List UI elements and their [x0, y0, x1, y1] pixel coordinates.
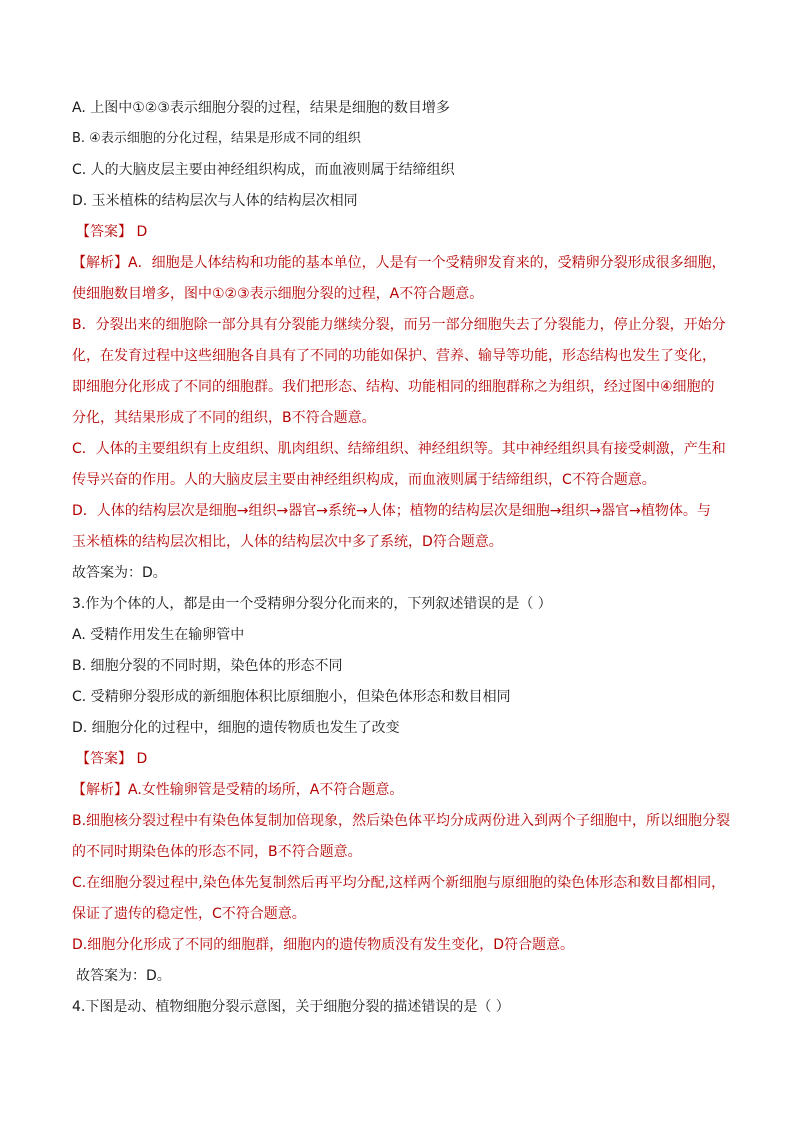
q3-analysis-line-3: 的不同时期染色体的形态不同，B不符合题意。	[72, 844, 362, 860]
q3-conclusion: 故答案为：D。	[76, 968, 171, 984]
q3-option-a: A. 受精作用发生在输卵管中	[72, 627, 245, 643]
q2-option-d: D. 玉米植株的结构层次与人体的结构层次相同	[72, 193, 358, 209]
q3-analysis-text-1: A.女性输卵管是受精的场所，A不符合题意。	[128, 782, 404, 798]
q3-analysis-line-4: C.在细胞分裂过程中,染色体先复制然后再平均分配,这样两个新细胞与原细胞的染色体形态和数目都相同，	[72, 875, 726, 891]
q3-stem: 3.作为个体的人，都是由一个受精卵分裂分化而来的，下列叙述错误的是（ ）	[72, 596, 552, 612]
q2-analysis-line-1	[72, 253, 732, 273]
q2-analysis-line-8: 传导兴奋的作用。人的大脑皮层主要由神经组织构成，而血液则属于结缔组织，C不符合题意。	[72, 472, 656, 488]
q3-option-b: B. 细胞分裂的不同时期，染色体的形态不同	[72, 658, 343, 674]
q3-answer-label: 【答案】	[76, 751, 132, 767]
q3-answer-value: D	[136, 751, 148, 767]
q2-answer	[72, 222, 732, 242]
q3-analysis-label: 【解析】	[72, 782, 128, 798]
q3-option-d: D. 细胞分化的过程中，细胞的遗传物质也发生了改变	[72, 720, 400, 736]
q2-analysis-line-5: 即细胞分化形成了不同的细胞群。我们把形态、结构、功能相同的细胞群称之为组织，经过图中④细胞的	[72, 379, 715, 395]
q2-analysis-line-4: 化，在发育过程中这些细胞各自具有了不同的功能如保护、营养、输导等功能，形态结构也发生了变化，	[72, 348, 716, 364]
document-page	[72, 98, 732, 1017]
q2-answer-value: D	[136, 224, 148, 240]
q2-analysis-line-9: D．人体的结构层次是细胞→组织→器官→系统→人体；植物的结构层次是细胞→组织→器官→植物体。与	[72, 503, 711, 519]
q3-analysis-line-2: B.细胞核分裂过程中有染色体复制加倍现象，然后染色体平均分成两份进入到两个子细胞中，所以细胞分裂	[72, 813, 731, 829]
q3-analysis-line-6: D.细胞分化形成了不同的细胞群，细胞内的遗传物质没有发生变化，D符合题意。	[72, 937, 575, 953]
q2-option-c: C. 人的大脑皮层主要由神经组织构成，而血液则属于结缔组织	[72, 162, 455, 178]
q2-analysis-line-6: 分化，其结果形成了不同的组织，B不符合题意。	[72, 410, 376, 426]
q2-analysis-line-3: B．分裂出来的细胞除一部分具有分裂能力继续分裂，而另一部分细胞失去了分裂能力，停止分裂，开始分	[72, 317, 726, 333]
q2-analysis-text-1: A．细胞是人体结构和功能的基本单位，人是有一个受精卵发育来的，受精卵分裂形成很多细胞，	[128, 255, 726, 271]
q2-conclusion: 故答案为：D。	[72, 565, 167, 581]
q4-stem: 4.下图是动、植物细胞分裂示意图，关于细胞分裂的描述错误的是（ ）	[72, 999, 510, 1015]
q2-option-a: A. 上图中①②③表示细胞分裂的过程，结果是细胞的数目增多	[72, 100, 450, 116]
q3-analysis-line-5: 保证了遗传的稳定性，C不符合题意。	[72, 906, 306, 922]
q2-analysis-line-2: 使细胞数目增多，图中①②③表示细胞分裂的过程，A不符合题意。	[72, 286, 484, 302]
q3-answer	[72, 749, 732, 769]
q2-answer-label: 【答案】	[76, 224, 132, 240]
q3-option-c: C. 受精卵分裂形成的新细胞体积比原细胞小，但染色体形态和数目相同	[72, 689, 511, 705]
q2-option-b: B. ④表示细胞的分化过程，结果是形成不同的组织	[72, 131, 361, 146]
q2-analysis-line-10: 玉米植株的结构层次相比，人体的结构层次中多了系统，D符合题意。	[72, 534, 503, 550]
q2-analysis-label: 【解析】	[72, 255, 128, 271]
q3-analysis-line-1	[72, 780, 732, 800]
q2-analysis-line-7: C．人体的主要组织有上皮组织、肌肉组织、结缔组织、神经组织等。其中神经组织具有接受刺激，产生和	[72, 441, 726, 457]
